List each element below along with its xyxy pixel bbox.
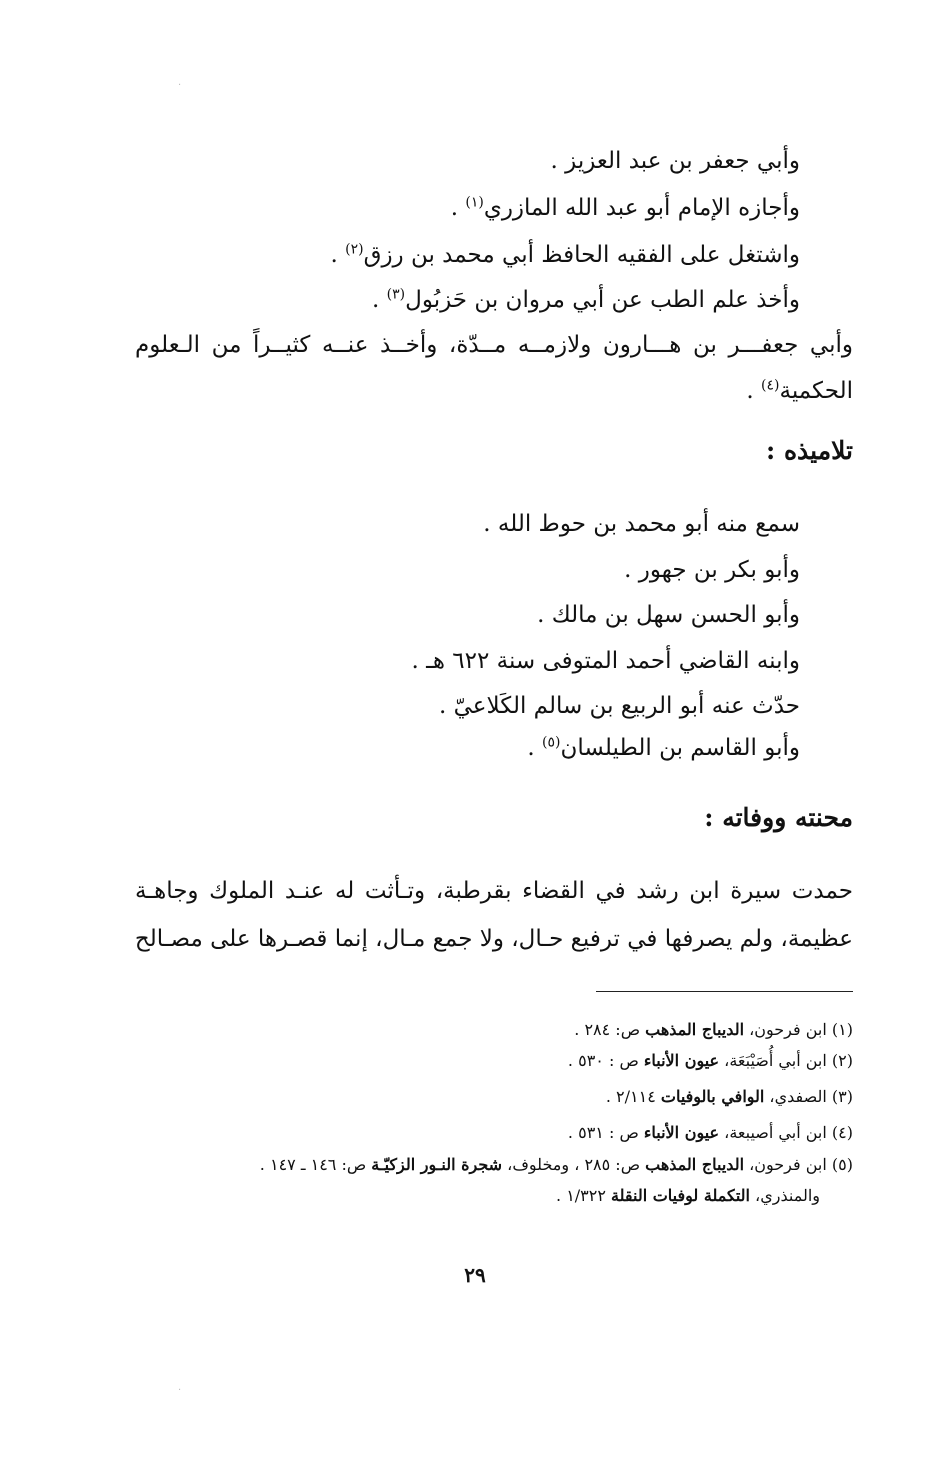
student-line-1: سمع منه أبو محمد بن حوط الله .: [483, 511, 800, 537]
students-heading: تلاميذه :: [766, 436, 853, 465]
footnote-ref: (١): [465, 194, 484, 211]
footnote-ref: (٤): [761, 377, 780, 394]
teacher-line-1: وأبي جعفر بن عبد العزيز .: [550, 148, 800, 174]
footnote-5: (٥) ابن فرحون، الديباج المذهب ص: ٢٨٥ ، ومخلوف، شجرة النـور الزكيّـة ص: ١٤٦ ـ ١٤٧ .: [259, 1155, 853, 1174]
student-line-6: وأبو القاسم بن الطيلسان$^{(٥)}$ .: [527, 734, 800, 761]
teacher-line-6: الحكمية$^{(٤)}$ .: [746, 377, 853, 404]
teacher-line-4: وأخذ علم الطب عن أبي مروان بن حَزبُول$^{(٣)}$ .: [372, 286, 800, 313]
footnote-1: (١) ابن فرحون، الديباج المذهب ص: ٢٨٤ .: [574, 1020, 853, 1039]
footnote-ref: (٣): [386, 286, 406, 303]
footnote-5-continued: والمنذري، التكملة لوفيات النقلة ١/٣٢٢ .: [556, 1186, 820, 1205]
student-line-5: حدّث عنه أبو الربيع بن سالم الكَلاعيّ .: [439, 693, 800, 719]
footnote-2: (٢) ابن أبي أُصَيْبَعَة، عيون الأنباء ص : ٥٣٠ .: [567, 1051, 853, 1070]
ordeal-heading: محنته ووفاته :: [704, 803, 853, 832]
footnote-ref: (٢): [345, 241, 364, 258]
footnote-ref: (٥): [542, 734, 561, 751]
footnote-3: (٣) الصفدي، الوافي بالوفيات ٢/١١٤ .: [605, 1087, 853, 1106]
scan-mark: ·: [178, 1385, 182, 1396]
ordeal-line-1: حمدت سيرة ابن رشد في القضاء بقرطبة، وتـأثت له عنـد الملوك وجاهـة: [135, 878, 853, 904]
teacher-line-5: وأبي جعفـــر بن هـــارون ولازمــه مــدّة، وأخــذ عنــه كثيــراً من الـعلوم: [135, 332, 853, 358]
page-number: ٢٩: [464, 1263, 486, 1287]
footnote-separator: [596, 991, 853, 992]
ordeal-line-2: عظيمة، ولم يصرفها في ترفيع حـال، ولا جمع مـال، إنما قصـرها على مصـالح: [134, 926, 853, 952]
scan-mark: ·: [178, 80, 182, 91]
teacher-line-2: وأجازه الإمام أبو عبد الله المازري$^{(١)}$ .: [450, 194, 800, 221]
teacher-line-3: واشتغل على الفقيه الحافظ أبي محمد بن رزق$^{(٢)}$ .: [330, 241, 800, 268]
student-line-3: وأبو الحسن سهل بن مالك .: [537, 602, 800, 628]
footnote-4: (٤) ابن أبي أصيبعة، عيون الأنباء ص : ٥٣١ .: [567, 1123, 853, 1142]
student-line-2: وأبو بكر بن جهور .: [624, 557, 800, 583]
student-line-4: وابنه القاضي أحمد المتوفى سنة ٦٢٢ هـ .: [411, 648, 800, 674]
